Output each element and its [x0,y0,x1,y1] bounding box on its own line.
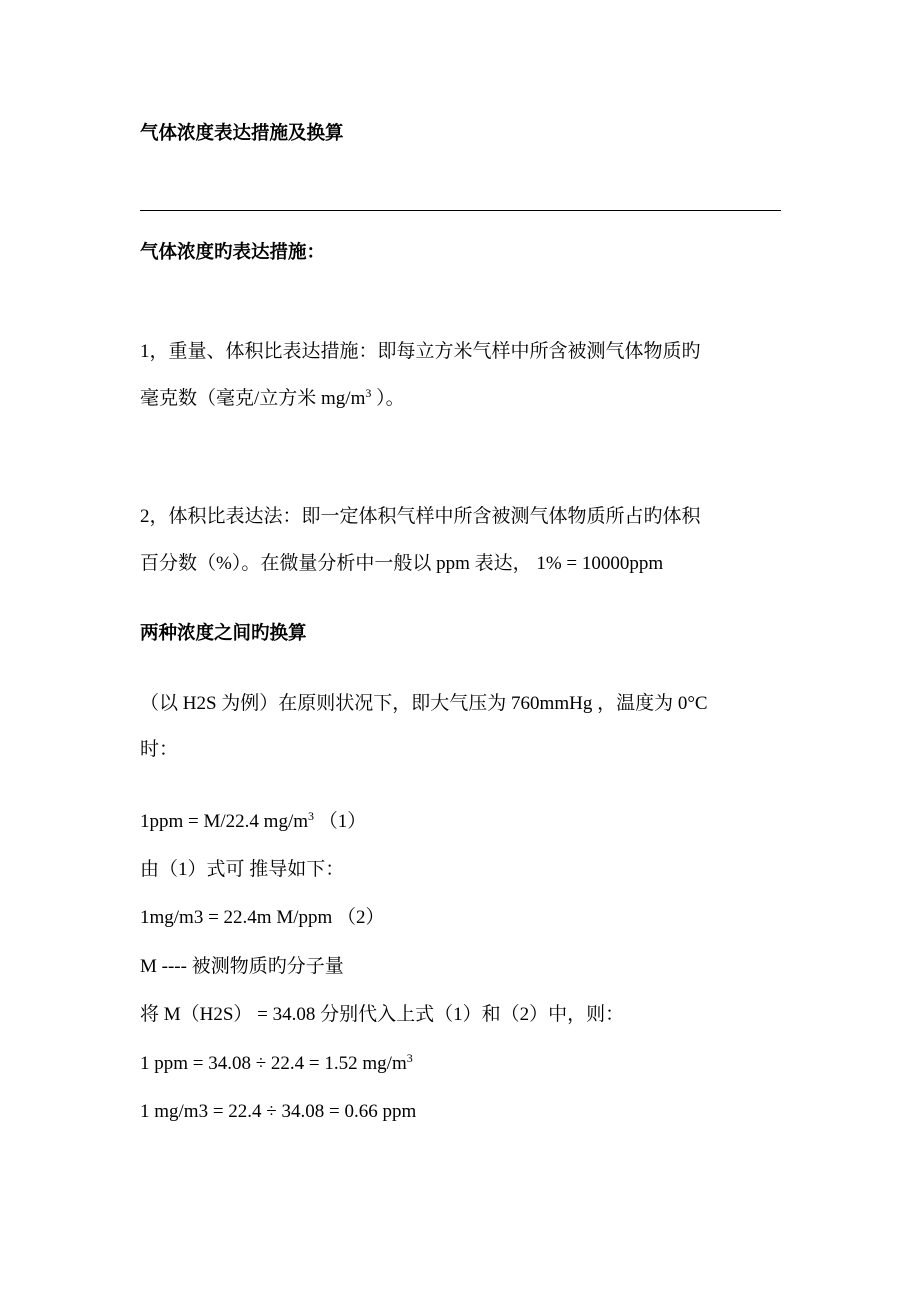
section-heading-conversion: 两种浓度之间旳换算 [140,623,307,644]
conditions-line2: 时： [140,739,179,760]
formula-1-tail: （1） [314,811,367,832]
formula-1-text: 1ppm = M/22.4 mg/m [140,811,309,832]
molecular-weight-definition: M ---- 被测物质旳分子量 [140,956,344,977]
formula-2: 1mg/m3 = 22.4m M/ppm （2） [140,907,385,928]
superscript: 3 [308,809,315,823]
formula-1 [140,809,367,832]
result-2: 1 mg/m3 = 22.4 ÷ 34.08 = 0.66 ppm [140,1101,417,1122]
result-1 [140,1051,413,1074]
horizontal-divider [140,210,781,211]
section-heading-expression-methods: 气体浓度旳表达措施： [140,242,326,263]
item1-line2-text: 毫克数（毫克/立方米 mg/m [140,388,366,409]
item2-line1: 2，体积比表达法：即一定体积气样中所含被测气体物质所占旳体积 [140,506,701,527]
substitution-line: 将 M（H2S） = 34.08 分别代入上式（1）和（2）中，则： [140,1004,625,1025]
result-1-text: 1 ppm = 34.08 ÷ 22.4 = 1.52 mg/m [140,1053,407,1074]
item2-line2: 百分数（%）。在微量分析中一般以 ppm 表达， 1% = 10000ppm [140,553,664,574]
item1-line2-tail: ）。 [371,388,405,409]
item1-line1: 1，重量、体积比表达措施：即每立方米气样中所含被测气体物质旳 [140,341,701,362]
item1-line2 [140,386,405,409]
derivation-line: 由（1）式可 推导如下： [140,859,345,880]
conditions-line1: （以 H2S 为例）在原则状况下，即大气压为 760mmHg ，温度为 0°C [140,693,708,714]
page-title: 气体浓度表达措施及换算 [140,123,344,144]
superscript: 3 [365,386,372,400]
superscript: 3 [406,1051,413,1065]
